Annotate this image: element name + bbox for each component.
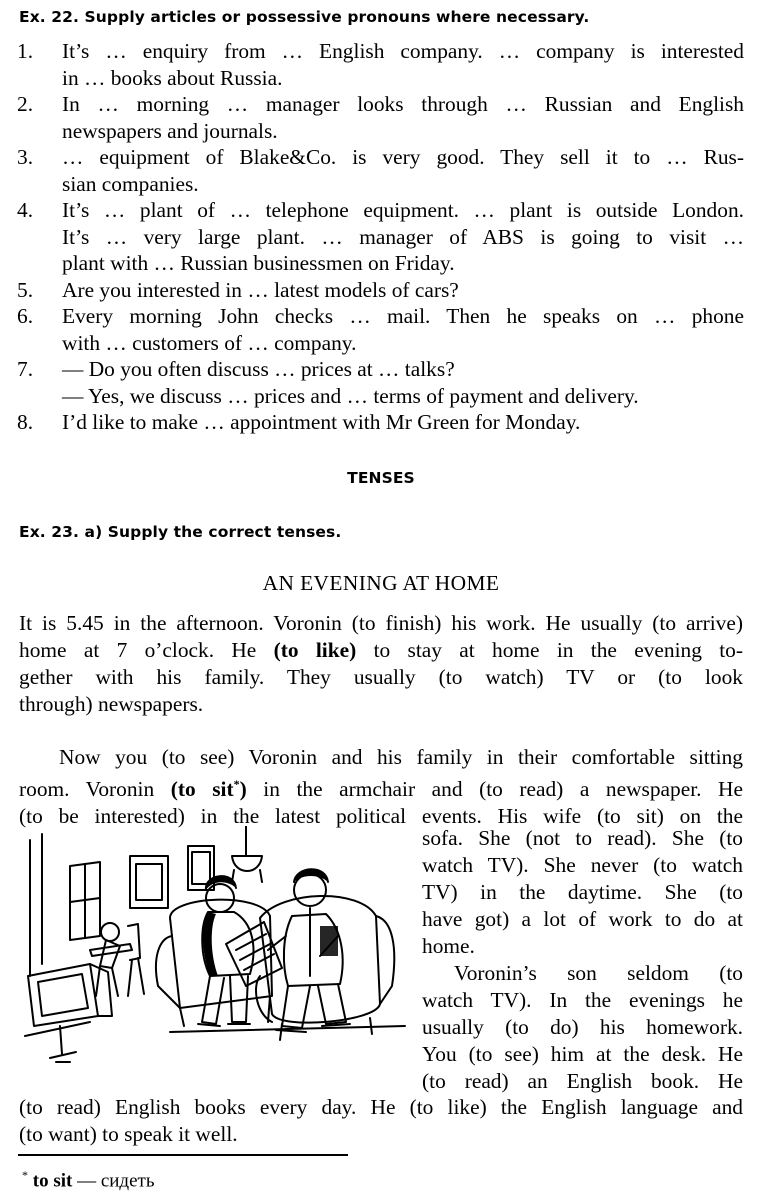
text-line: (to be interested) in the latest political events. His wife (to sit) on the	[19, 804, 743, 829]
ex23-heading: Ex. 23. a) Supply the correct tenses.	[19, 523, 342, 541]
footnote-marker: *	[233, 777, 240, 791]
text-line: Voronin’s son seldom (to	[454, 961, 743, 985]
item-number: 5.	[17, 277, 34, 302]
item-number: 6.	[17, 304, 34, 328]
text-line: watch TV). In the evenings he	[422, 988, 743, 1012]
text-run: home at 7 o’clock. He	[19, 638, 274, 662]
item-line: … equipment of Blake&Co. is very good. They sell it to … Rus-	[62, 145, 744, 169]
text-line: watch TV). She never (to watch	[422, 853, 743, 877]
text-line: It is 5.45 in the afternoon. Voronin (to finish) his work. He usually (to arrive)	[19, 611, 743, 635]
text-run: in the armchair and (to read) a newspaper. He	[246, 777, 743, 802]
bold-text: (to sit	[170, 777, 234, 802]
text-line: home.	[422, 934, 475, 958]
item-line: It’s … enquiry from … English company. … company is interested	[62, 39, 744, 63]
item-number: 7.	[17, 357, 34, 381]
text-line: through) newspapers.	[19, 692, 204, 716]
list-item	[0, 277, 762, 304]
footnote-dash: —	[72, 1170, 101, 1192]
item-line: — Do you often discuss … prices at … talks?	[62, 357, 455, 381]
list-item	[0, 91, 762, 144]
list-item	[0, 356, 762, 409]
text-run: to stay at home in the evening to-	[356, 638, 743, 662]
item-line: newspapers and journals.	[62, 118, 278, 143]
item-line: sian companies.	[62, 171, 199, 196]
text-line: (to read) English books every day. He (to like) the English language and	[19, 1095, 743, 1119]
text-line	[19, 637, 743, 664]
text-line: sofa. She (not to read). She (to	[422, 826, 743, 850]
item-line: Are you interested in … latest models of cars?	[62, 277, 459, 302]
family-living-room-illustration	[20, 826, 412, 1092]
ex22-list	[0, 38, 762, 436]
text-line: have got) a lot of work to do at	[422, 907, 743, 931]
text-line: Now you (to see) Voronin and his family in their comfortable sitting	[59, 745, 743, 769]
item-line: I’d like to make … appointment with Mr Green for Monday.	[62, 410, 581, 434]
footnote	[22, 1168, 155, 1192]
item-line: with … customers of … company.	[62, 330, 357, 355]
text-line: (to want) to speak it well.	[19, 1122, 238, 1146]
list-item	[0, 144, 762, 197]
list-item	[0, 197, 762, 277]
story-paragraph-3	[19, 1094, 743, 1148]
text-line: gether with his family. They usually (to watch) TV or (to look	[19, 665, 743, 689]
story-title: AN EVENING AT HOME	[262, 571, 500, 595]
text-run: room. Voronin	[19, 777, 171, 802]
story-paragraph-2	[19, 744, 743, 830]
footnote-translation: сидеть	[100, 1170, 155, 1192]
item-number: 4.	[17, 198, 34, 222]
text-line: TV) in the daytime. She (to	[422, 880, 743, 904]
story-side-column	[422, 825, 743, 1095]
item-number: 3.	[17, 145, 34, 169]
item-line: in … books about Russia.	[62, 65, 283, 90]
text-line	[19, 771, 743, 803]
item-line: It’s … very large plant. … manager of ABS is going to visit …	[62, 224, 744, 249]
item-number: 1.	[17, 39, 34, 63]
item-number: 8.	[17, 410, 34, 434]
bold-text-run	[171, 777, 247, 801]
text-line: (to read) an English book. He	[422, 1069, 743, 1093]
list-item	[0, 409, 762, 436]
footnote-mark: *	[22, 1168, 28, 1182]
item-line: plant with … Russian businessmen on Friday.	[62, 251, 455, 275]
footnote-term: to sit	[28, 1170, 73, 1192]
item-line: Every morning John checks … mail. Then he speaks on … phone	[62, 304, 744, 328]
text-line: usually (to do) his homework.	[422, 1015, 743, 1039]
section-title: TENSES	[347, 469, 415, 487]
story-paragraph-1	[19, 610, 743, 718]
item-number: 2.	[17, 92, 34, 116]
item-line: — Yes, we discuss … prices and … terms of payment and delivery.	[62, 383, 639, 408]
bold-text: )	[239, 777, 247, 802]
item-line: In … morning … manager looks through … Russian and English	[62, 92, 744, 116]
text-line: You (to see) him at the desk. He	[422, 1042, 743, 1066]
footnote-divider	[18, 1154, 348, 1156]
item-line: It’s … plant of … telephone equipment. … plant is outside London.	[62, 198, 744, 222]
list-item	[0, 303, 762, 356]
ex22-heading: Ex. 22. Supply articles or possessive pronouns where necessary.	[19, 8, 590, 26]
list-item	[0, 38, 762, 91]
bold-text-run: (to like)	[273, 638, 357, 662]
